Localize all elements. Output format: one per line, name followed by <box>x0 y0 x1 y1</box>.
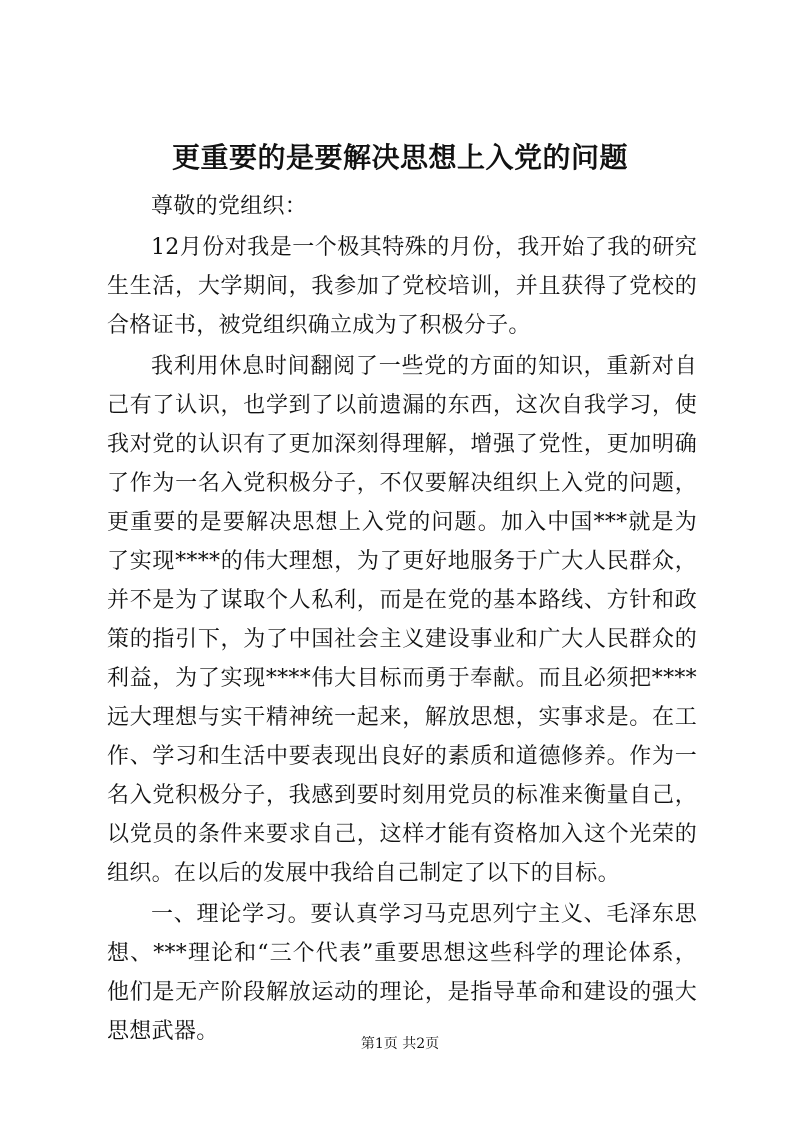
paragraph-1: 12月份对我是一个极其特殊的月份，我开始了我的研究生生活，大学期间，我参加了党校培训，并且获得了党校的合格证书，被党组织确立成为了积极分子。 <box>107 235 697 338</box>
page-footer: 第1页 共2页 <box>360 1036 440 1052</box>
paragraph-3: 一、理论学习。要认真学习马克思列宁主义、毛泽东思想、***理论和“三个代表”重要思想这些科学的理论体系，他们是无产阶段解放运动的理论，是指导革命和建设的强大思想武器。 <box>107 902 697 1044</box>
salutation: 尊敬的党组织： <box>151 194 308 219</box>
document-body <box>107 187 697 1051</box>
paragraph-2: 我利用休息时间翻阅了一些党的方面的知识，重新对自己有了认识，也学到了以前遗漏的东西，这次自我学习，使我对党的认识有了更加深刻得理解，增强了党性，更加明确了作为一名入党积极分子，不仅要解决组织上入党的问题，更重要的是要解决思想上入党的问题。加入中国***就是为了实现****的伟大理想，为了更好地服务于广大人民群众，并不是为了谋取个人私利，而是在党的基本路线、方针和政策的指引下，为了中国社会主义建设事业和广大人民群众的利益，为了实现****伟大目标而勇于奉献。而且必须把****远大理想与实干精神统一起来，解放思想，实事求是。在工作、学习和生活中要表现出良好的素质和道德修养。作为一名入党积极分子，我感到要时刻用党员的标准来衡量自己，以党员的条件来要求自己，这样才能有资格加入这个光荣的组织。在以后的发展中我给自己制定了以下的目标。 <box>107 354 697 886</box>
document-title: 更重要的是要解决思想上入党的问题 <box>171 141 628 174</box>
